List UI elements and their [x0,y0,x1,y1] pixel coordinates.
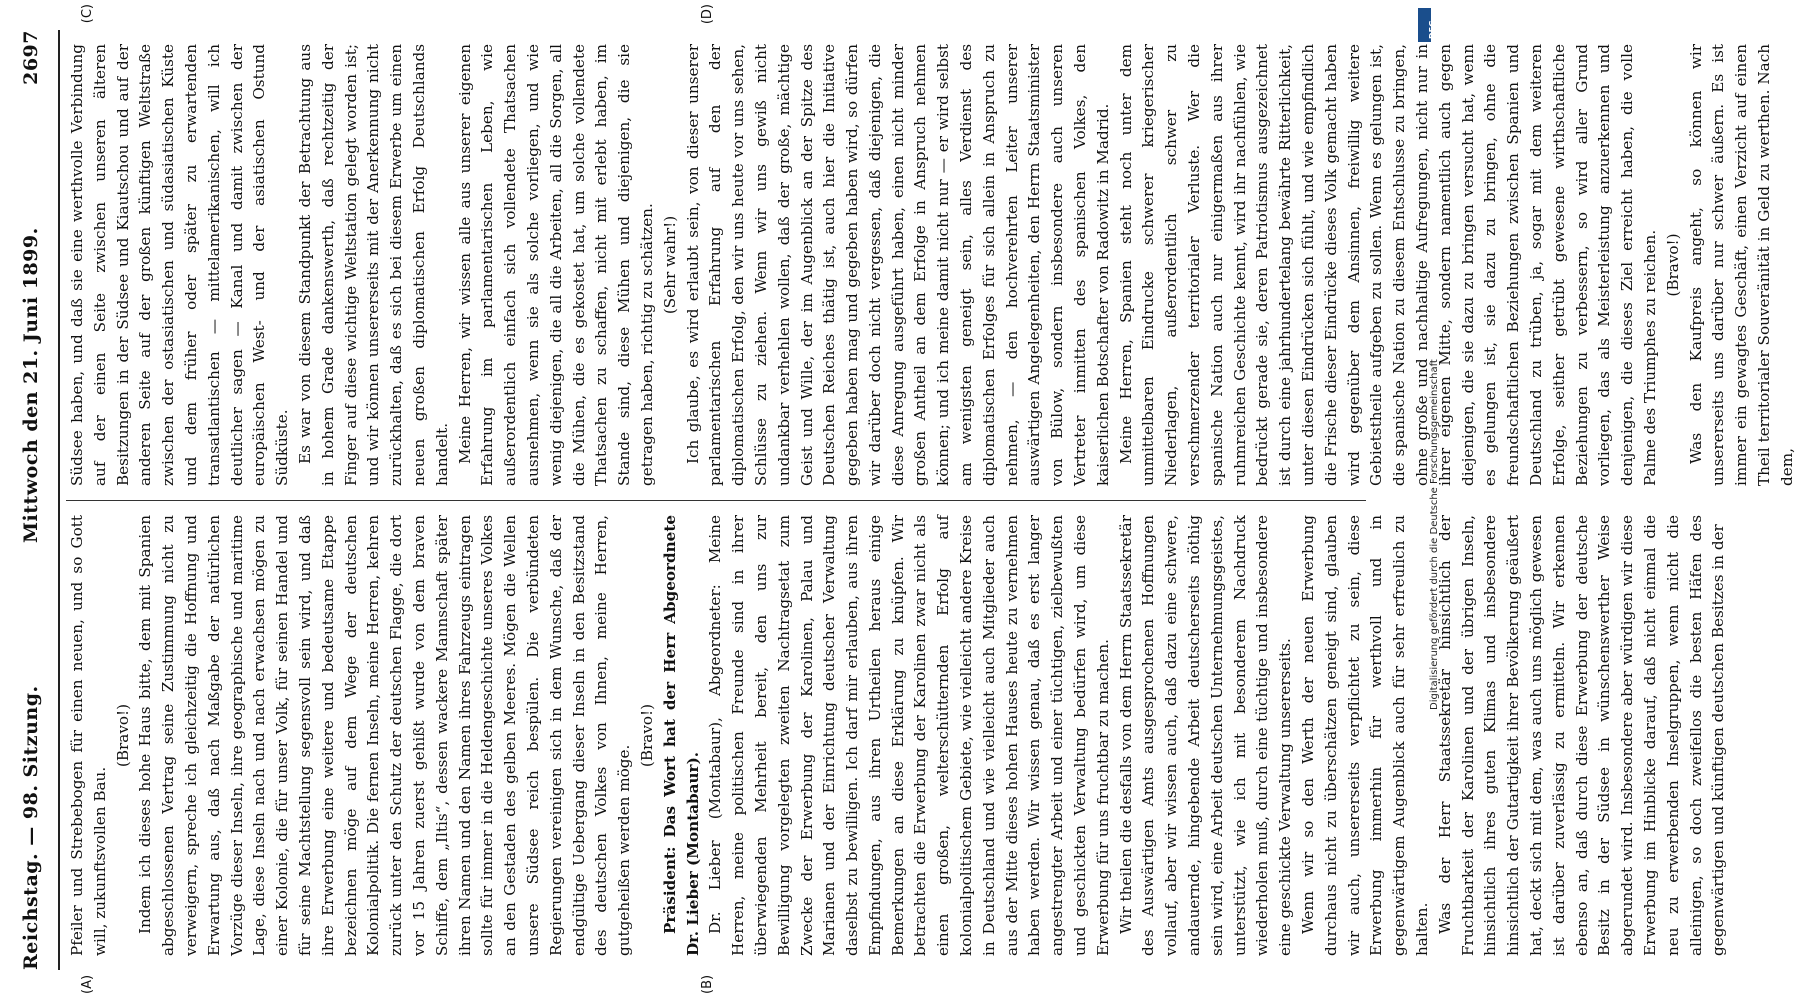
applause-note: (Bravo!) [1663,233,1682,297]
right-column [66,30,1796,500]
header-date: Mittwoch den 21. Juni 1899. [20,227,42,544]
paragraph: Was der Herr Staatssekretär hinsichtlich der Fruchtbarkeit der Karolinen und der übrigen Inseln, hinsichtlich ihres guten Klimas und insbesondere hinsichtlich der Gutartigkeit ihrer Bevölkerung geäußert hat, deckt sich mit dem, was auch uns möglich gewesen ist darüber zuverlässig zu ermitteln. Wir erkennen ebenso an, daß durch diese Erwerbung der deutsche Besitz in der Südsee in wünschenswerther Weise abgerundet wird. Insbesondere aber würdigen wir diese Erwerbung im Hinblicke darauf, daß nicht einmal die neu zu erwerbenden Inselgruppen, wenn nicht die alleinigen, so doch zweifellos die besten Häfen des gegenwärtigen und künftigen deutschen Besitzes in der [1435,515,1728,956]
dfg-logo-text: DFG [1428,20,1437,39]
paragraph: Pfeiler und Strebebogen für einen neuen, und so Gott will, zukunftsvollen Bau. [68,515,109,956]
margin-marker-a: (A) [80,974,95,994]
paragraph: Wenn wir so den Werth der neuen Erwerbung durchaus nicht zu überschätzen geneigt sind, glauben wir auch, unsererseits verpflichtet zu sein, diese Erwerbung immerhin für werthvoll und in gegenwärtigem Augenblick auch für sehr erfreulich zu halten. [1299,515,1432,956]
paragraph: Meine Herren, Spanien steht noch unter dem unmittelbaren Eindrucke schwerer kriegerischer Niederlagen, außerordentlich schwer zu verschmerzender territorialer Verluste. Wer die spanische Nation auch nur einigermaßen aus ihrer ruhmreichen Geschichte kennt, wird ihr nachfühlen, wie bedrückt gerade sie, deren Patriotismus ausgezeichnet ist durch eine jahrhundertelang bewährte Ritterlichkeit, unter diesen Eindrücken sich fühlt, und wie empfindlich die Frische dieser Eindrücke dieses Volk gemacht haben wird gegenüber dem Ansinnen, freiwillig weitere Gebietstheile aufgeben zu sollen. Wenn es gelungen ist, die spanische Nation zu diesem Entschlusse zu bringen, ohne große und nachhaltige Aufregungen, nicht nur in ihrer eigenen Mitte, sondern namentlich auch gegen diejenigen, die sie dazu zu bringen versucht hat, wenn es gelungen ist, sie dazu zu bringen, ohne die freundschaftlichen Beziehungen zwischen Spanien und Deutschland zu trüben, ja, sogar mit dem weiteren Erfolge, seither getrübt gewesene wirthschaftliche Beziehungen zu verbessern, so wird aller Grund vorliegen, das als Meisterleistung anzuerkennen und denjenigen, die dieses Ziel erreicht haben, die volle Palme des Triumphes zu reichen. [1116,44,1659,486]
page-number: 2697 [20,30,42,85]
president-statement: Präsident: Das Wort hat der Herr Abgeordnete Dr. Lieber (Montabaur). [660,515,702,956]
paragraph: Indem ich dieses hohe Haus bitte, dem mit Spanien abgeschlossenen Vertrag seine Zustimmung nicht zu verweigern, spreche ich gleichzeitig die Hoffnung und Erwartung aus, daß nach Maßgabe der natürlichen Vorzüge dieser Inseln, ihre geographische und maritime Lage, diese Inseln nach und nach erwachsen mögen zu einer Kolonie, die für unser Volk, für seinen Handel und für seine Machtstellung segensvoll sein wird, und daß ihre Erwerbung eine weitere und bedeutsame Etappe bezeichnen möge auf dem Wege der deutschen Kolonialpolitik. Die fernen Inseln, meine Herren, kehren zurück unter den Schutz der deutschen Flagge, die dort vor 15 Jahren zuerst gehißt wurde von dem braven Schiffe, dem „Iltis“, dessen wackere Mannschaft später ihren Namen und den Namen ihres Fahrzeugs eintragen sollte für immer in die Heldengeschichte unseres Volkes an den Gestaden des gelben Meeres. Mögen die Wellen unsere Südsee reich bespülen. Die verbündeten Regierungen vereinigen sich in dem Wunsche, daß der endgültige Uebergang dieser Inseln in den Besitzstand des deutschen Volkes von Ihnen, meine Herren, gutgeheißen werden möge. [136,515,634,956]
paragraph: Südsee haben, und daß sie eine werthvolle Verbindung auf der einen Seite zwischen unseren älteren Besitzungen in der Südsee und Kiautschou und auf der anderen Seite auf der großen künftigen Weltstraße zwischen der ostasiatischen und südasiatischen Küste und dem früher oder später zu erwartenden transatlantischen — mittelamerikanischen, will ich deutlicher sagen — Kanal und damit zwischen der europäischen West- und der asiatischen Ostund Südküste. [68,44,292,486]
header-left: Reichstag. — 98. Sitzung. [20,685,42,970]
applause-note: (Sehr wahr!) [660,215,679,315]
digitization-note-text: Digitalisierung gefördert durch die Deutsche Forschungsgemeinschaft [1429,359,1440,710]
paragraph: Dr. Lieber (Montabaur), Abgeordneter: Meine Herren, meine politischen Freunde sind in ihrer überwiegenden Mehrheit bereit, den uns zur Bewilligung vorgelegten zweiten Nachtragsetat zum Zwecke der Erwerbung der Karolinen, Palau und Marianen und der Einrichtung deutscher Verwaltung daselbst zu bewilligen. Ich darf mir erlauben, aus ihren Empfindungen, aus ihren Urtheilen heraus einige Bemerkungen an diese Erklärung zu knüpfen. Wir betrachten die Erwerbung der Karolinen zwar nicht als einen großen, welterschütternden Erfolg auf kolonialpolitischem Gebiete, wie vielleicht andere Kreise in Deutschland und wie vielleicht auch Mitglieder auch aus der Mitte dieses hohen Hauses heute zu vernehmen haben werden. Wir wissen genau, daß es erst langer angestrengter Arbeit und einer tüchtigen, zielbewußten und geschickten Verwaltung bedürfen wird, um diese Erwerbung für uns fruchtbar zu machen. [706,515,1112,956]
margin-marker-c: (C) [80,4,95,24]
margin-marker-d: (D) [700,4,715,25]
applause-note: (Bravo!) [637,703,656,768]
paragraph: Was den Kaufpreis angeht, so können wir unsererseits uns darüber nur schwer äußern. Es ist immer ein gewagtes Geschäft, einen Verzicht auf einen Theil territorialer Souveränität in Geld zu werthen. Nach dem, [1686,44,1796,486]
applause-note: (Bravo!) [113,703,132,768]
paragraph: Es war von diesem Standpunkt der Betrachtung aus in hohem Grade dankenswerth, daß rechtzeitig der Finger auf diese wichtige Weltstation gelegt worden ist; und wir können unsererseits mit der Anerkennung nicht zurückhalten, daß es sich bei diesem Erwerbe um einen neuen großen diplomatischen Erfolg Deutschlands handelt. [295,44,451,486]
page-header [20,30,56,970]
paragraph: Meine Herren, wir wissen alle aus unserer eigenen Erfahrung im parlamentarischen Leben, wie außerordentlich einfach sich vollendete Thatsachen ausnehmen, wenn sie als solche vorliegen, und wie wenig diejenigen, die all die Arbeiten, all die Sorgen, all die Mühen, die es gekostet hat, um solche vollendete Thatsachen zu schaffen, nicht mit erlebt haben, im Stande sind, diese Mühen und diejenigen, die sie getragen haben, richtig zu schätzen. [455,44,656,486]
header-rule [58,30,60,970]
margin-marker-b: (B) [700,974,715,994]
paragraph: Ich glaube, es wird erlaubt sein, von dieser unserer parlamentarischen Erfahrung auf den der diplomatischen Erfolg, den wir uns heute vor uns sehen, Schlüsse zu ziehen. Wenn wir uns gewiß nicht undankbar verhehlen wollen, daß der große, mächtige Geist und Wille, der im Augenblick an der Spitze des Deutschen Reiches thätig ist, auch hier die Initiative gegeben haben mag und gegeben haben wird, so dürfen wir darüber doch nicht vergessen, daß diejenigen, die diese Anregung ausgeführt haben, einen nicht minder großen Antheil an dem Erfolge in Anspruch nehmen können; und ich meine damit nicht nur — er wird selbst am wenigsten geneigt sein, alles Verdienst des diplomatischen Erfolges für sich allein in Anspruch zu nehmen, — den hochverehrten Leiter unserer auswärtigen Angelegenheiten, den Herrn Staatsminister von Bülow, sondern insbesondere auch unseren Vertreter inmitten des spanischen Volkes, den kaiserlichen Botschafter von Radowitz in Madrid. [683,44,1112,486]
paragraph: Wir theilen die desfalls von dem Herrn Staatssekretär des Auswärtigen Amts ausgesprochenen Hoffnungen vollauf, aber wir wissen auch, daß dazu eine schwere, andauernde, hingebende Arbeit deutscherseits nöthig sein wird, eine Arbeit deutschen Unternehmungsgeistes, unterstützt, wie ich mit besonderem Nachdruck wiederholen muß, durch eine tüchtige und insbesondere eine geschickte Verwaltung unsererseits. [1116,515,1295,956]
